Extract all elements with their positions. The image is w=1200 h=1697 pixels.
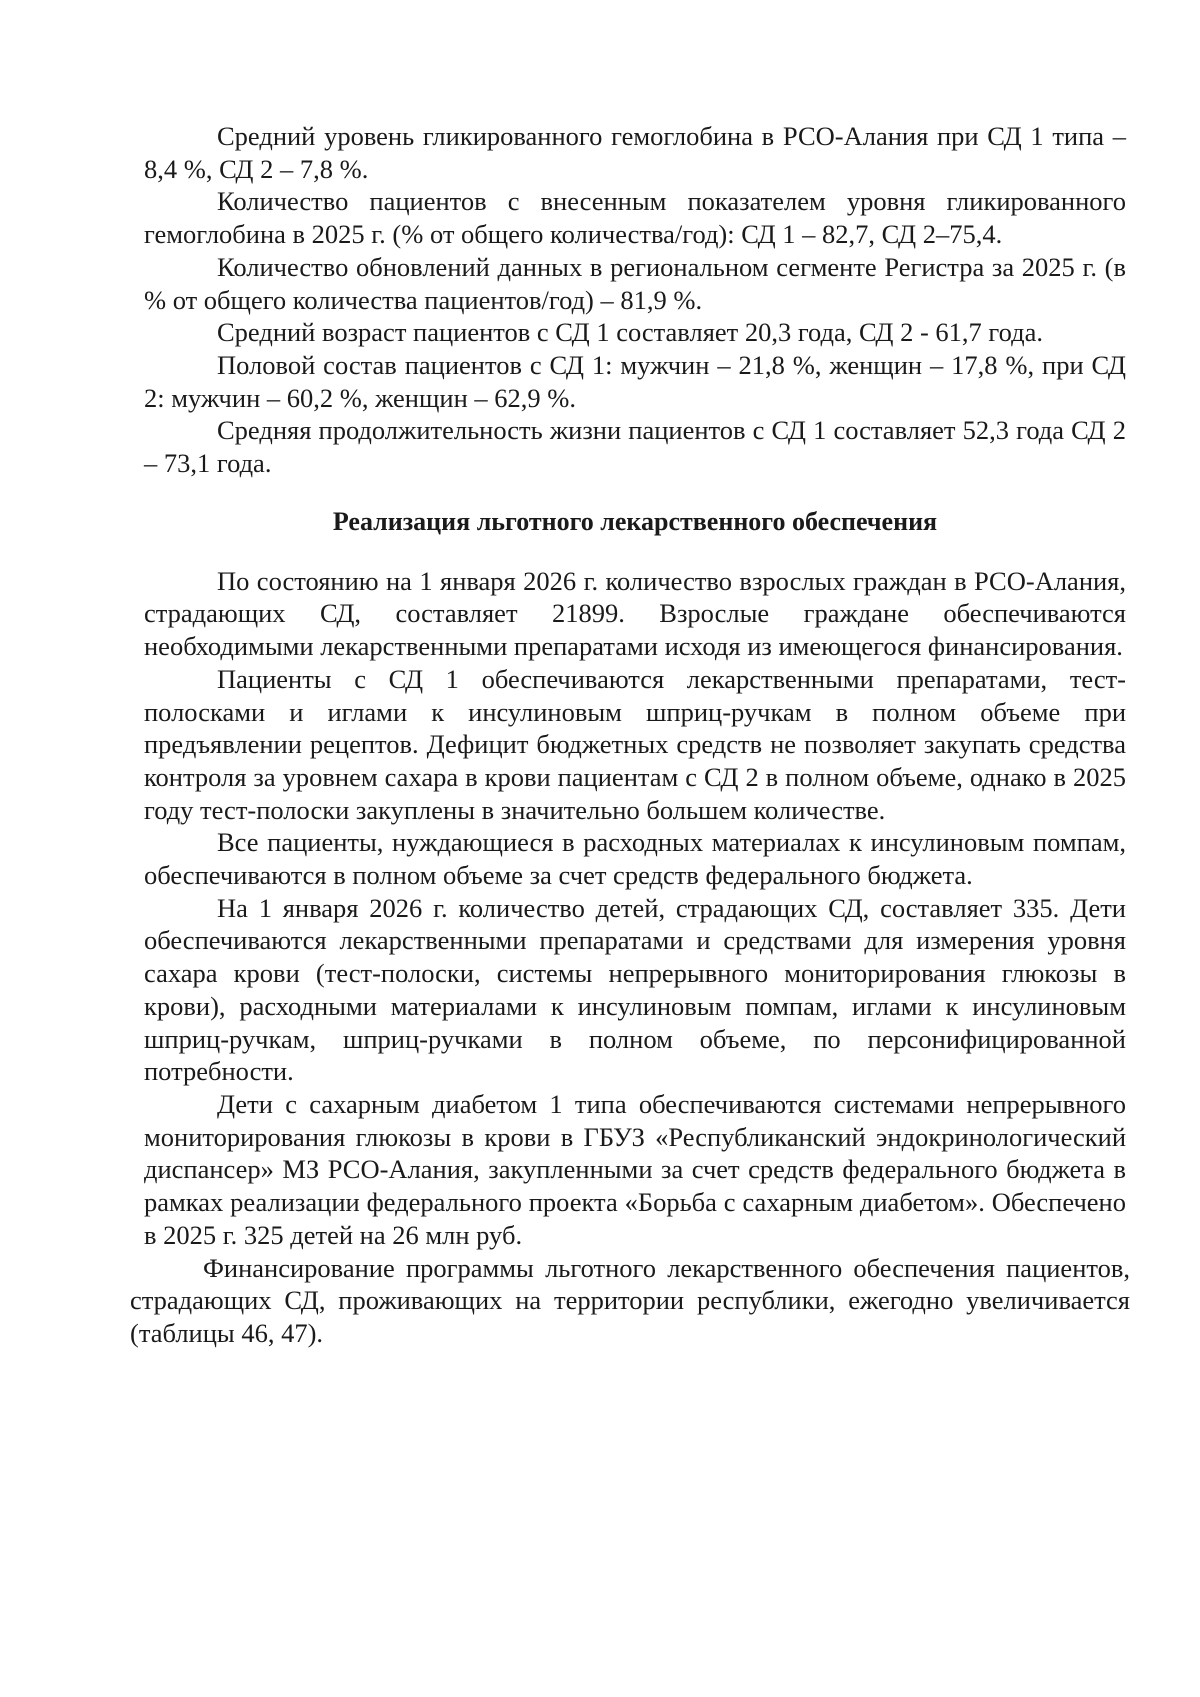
paragraph-cgm-children: Дети с сахарным диабетом 1 типа обеспечиваются системами непрерывного мониторирования глюкозы в крови в ГБУЗ «Республиканский эндокринологический диспансер» МЗ РСО-Алания, закупленными за счет средств федерального бюджета в рамках реализации федерального проекта «Борьба с сахарным диабетом». Обеспечено в 2025 г. 325 детей на 26 млн руб.: [144, 1088, 1126, 1250]
section-heading: Реализация льготного лекарственного обеспечения: [332, 506, 938, 536]
paragraph-hba1c-coverage: Количество пациентов с внесенным показателем уровня гликированного гемоглобина в 2025 г. (% от общего количества/год): СД 1 – 82,7, СД 2–75,4.: [144, 186, 1126, 250]
paragraph-sex-composition: Половой состав пациентов с СД 1: мужчин – 21,8 %, женщин – 17,8 %, при СД 2: мужчин – 60,2 %, женщин – 62,9 %.: [144, 349, 1126, 413]
paragraph-hba1c-level: Средний уровень гликированного гемоглобина в РСО-Алания при СД 1 типа – 8,4 %, СД 2 – 7,8 %.: [144, 121, 1126, 184]
paragraph-life-expectancy: Средняя продолжительность жизни пациентов с СД 1 составляет 52,3 года СД 2 – 73,1 года.: [144, 415, 1126, 479]
paragraph-registry-updates: Количество обновлений данных в региональном сегменте Регистра за 2025 г. (в % от общего количества пациентов/год) – 81,9 %.: [144, 251, 1126, 315]
paragraph-pump-supplies: Все пациенты, нуждающиеся в расходных материалах к инсулиновым помпам, обеспечиваются в полном объеме за счет средств федерального бюджета.: [144, 827, 1126, 891]
document-body: [130, 120, 1130, 1350]
paragraph-adult-patients: По состоянию на 1 января 2026 г. количество взрослых граждан в РСО-Алания, страдающих СД, составляет 21899. Взрослые граждане обеспечиваются необходимыми лекарственными препаратами исходя из имеющегося финансирования.: [144, 565, 1126, 662]
paragraph-children-supply: На 1 января 2026 г. количество детей, страдающих СД, составляет 335. Дети обеспечиваются лекарственными препаратами и средствами для измерения уровня сахара крови (тест-полоски, системы непрерывного мониторирования глюкозы в крови), расходными материалами к инсулиновым помпам, иглами к инсулиновым шприц-ручкам, шприц-ручками в полном объеме, по персонифицированной потребности.: [144, 892, 1126, 1087]
paragraph-financing: Финансирование программы льготного лекарственного обеспечения пациентов, страдающих СД, проживающих на территории республики, ежегодно увеличивается (таблицы 46, 47).: [130, 1252, 1130, 1348]
paragraph-mean-age: Средний возраст пациентов с СД 1 составляет 20,3 года, СД 2 - 61,7 года.: [217, 317, 1043, 348]
paragraph-type1-supply: Пациенты с СД 1 обеспечиваются лекарственными препаратами, тест-полосками и иглами к инсулиновым шприц-ручкам в полном объеме при предъявлении рецептов. Дефицит бюджетных средств не позволяет закупать средства контроля за уровнем сахара в крови пациентам с СД 2 в полном объеме, однако в 2025 году тест-полоски закуплены в значительно большем количестве.: [144, 663, 1126, 825]
